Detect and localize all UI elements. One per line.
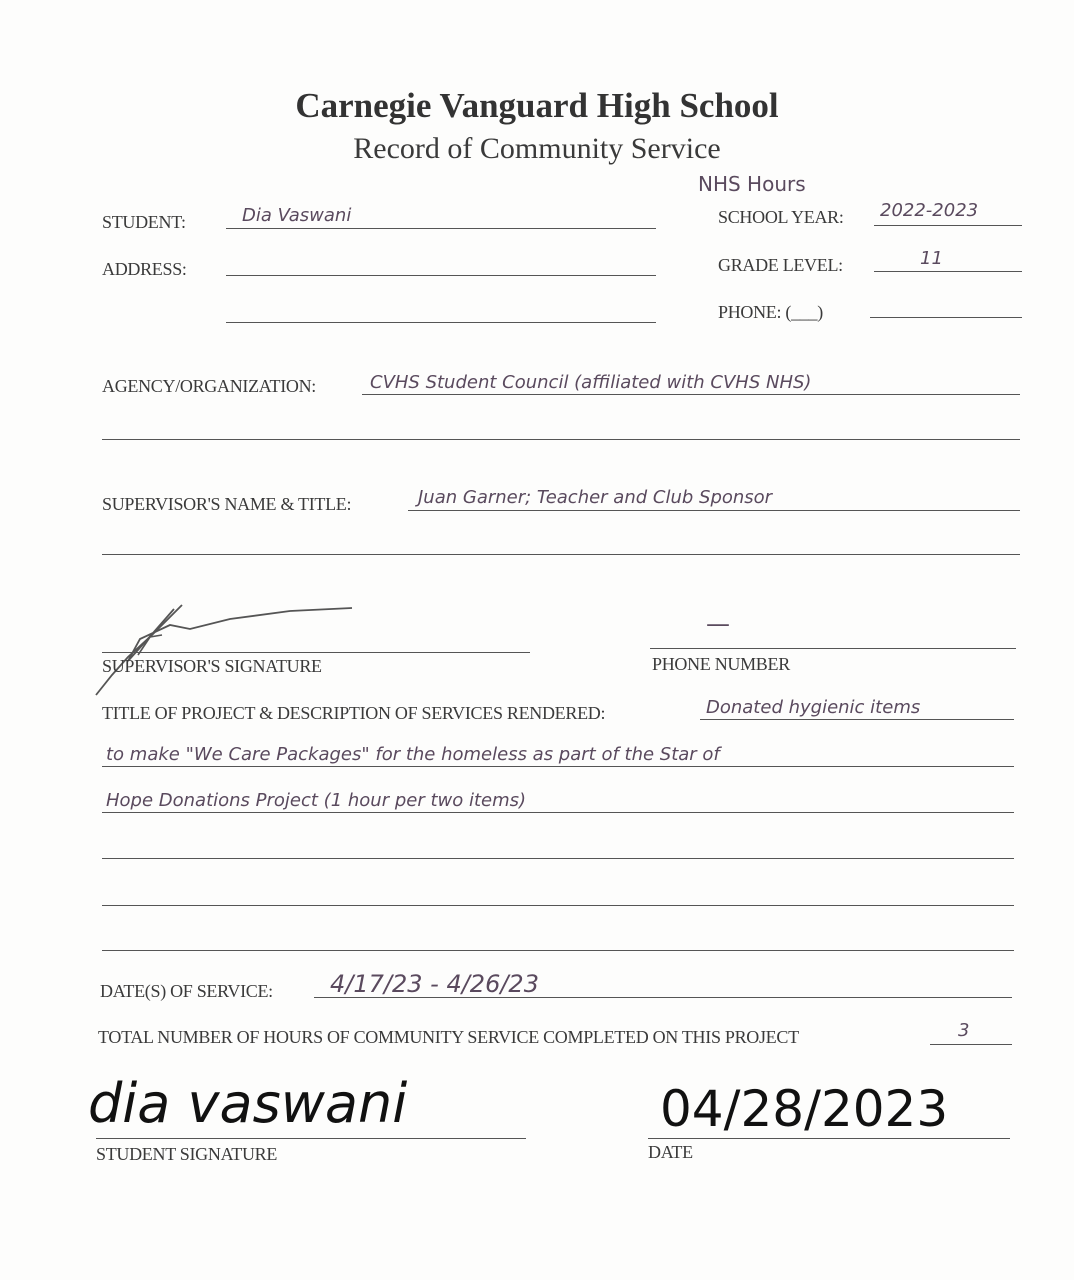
agency-line-2[interactable]	[102, 439, 1020, 440]
school-year-value[interactable]: 2022-2023	[880, 200, 979, 221]
phone-number-label: PHONE NUMBER	[652, 654, 790, 674]
address-line-2[interactable]	[226, 322, 656, 323]
supervisor-name-line-1	[408, 510, 1020, 511]
nhs-hours-note: NHS Hours	[698, 172, 806, 196]
school-year-label: SCHOOL YEAR:	[718, 207, 844, 227]
address-line-1[interactable]	[226, 275, 656, 276]
project-line-5[interactable]	[102, 905, 1014, 906]
supervisor-signature-label: SUPERVISOR'S SIGNATURE	[102, 656, 322, 676]
student-signature-value[interactable]: dia vaswani	[88, 1072, 408, 1135]
school-year-line	[874, 225, 1022, 226]
project-line-4[interactable]	[102, 858, 1014, 859]
project-line-2	[102, 766, 1014, 767]
agency-line-1	[362, 394, 1020, 395]
supervisor-signature-line[interactable]	[102, 652, 530, 653]
student-signature-label: STUDENT SIGNATURE	[96, 1144, 278, 1164]
grade-level-label: GRADE LEVEL:	[718, 255, 843, 275]
date-value[interactable]: 04/28/2023	[660, 1080, 949, 1138]
agency-value[interactable]: CVHS Student Council (affiliated with CVHS NHS)	[370, 372, 812, 393]
project-value-line-2[interactable]: to make "We Care Packages" for the homeless as part of the Star of	[106, 744, 720, 765]
address-label: ADDRESS:	[102, 259, 187, 279]
agency-label: AGENCY/ORGANIZATION:	[102, 376, 316, 396]
date-label: DATE	[648, 1142, 693, 1162]
phone-label: PHONE: (___)	[718, 302, 823, 322]
dates-label: DATE(S) OF SERVICE:	[100, 981, 273, 1001]
project-label: TITLE OF PROJECT & DESCRIPTION OF SERVICES RENDERED:	[102, 703, 606, 723]
dates-value[interactable]: 4/17/23 - 4/26/23	[330, 970, 539, 998]
phone-number-line[interactable]	[650, 648, 1016, 649]
supervisor-name-label: SUPERVISOR'S NAME & TITLE:	[102, 494, 352, 514]
grade-level-value[interactable]: 11	[920, 248, 943, 269]
project-value-line-1[interactable]: Donated hygienic items	[706, 697, 921, 718]
supervisor-name-value[interactable]: Juan Garner; Teacher and Club Sponsor	[418, 487, 773, 508]
student-label: STUDENT:	[102, 212, 186, 232]
grade-level-line	[874, 271, 1022, 272]
student-signature-line	[96, 1138, 526, 1139]
total-hours-value[interactable]: 3	[958, 1020, 970, 1041]
phone-line[interactable]	[870, 317, 1022, 318]
student-name-value[interactable]: Dia Vaswani	[242, 205, 352, 226]
phone-number-value[interactable]: —	[706, 610, 730, 638]
project-line-1	[700, 719, 1014, 720]
supervisor-name-line-2[interactable]	[102, 554, 1020, 555]
project-value-line-3[interactable]: Hope Donations Project (1 hour per two items)	[106, 790, 527, 811]
date-line	[648, 1138, 1010, 1139]
supervisor-signature-scribble	[90, 595, 390, 705]
total-hours-label: TOTAL NUMBER OF HOURS OF COMMUNITY SERVICE COMPLETED ON THIS PROJECT	[98, 1027, 799, 1047]
student-line	[226, 228, 656, 229]
project-line-6[interactable]	[102, 950, 1014, 951]
project-line-3	[102, 812, 1014, 813]
form-title: Record of Community Service	[353, 132, 721, 165]
total-hours-line	[930, 1044, 1012, 1045]
school-name: Carnegie Vanguard High School	[295, 86, 779, 125]
